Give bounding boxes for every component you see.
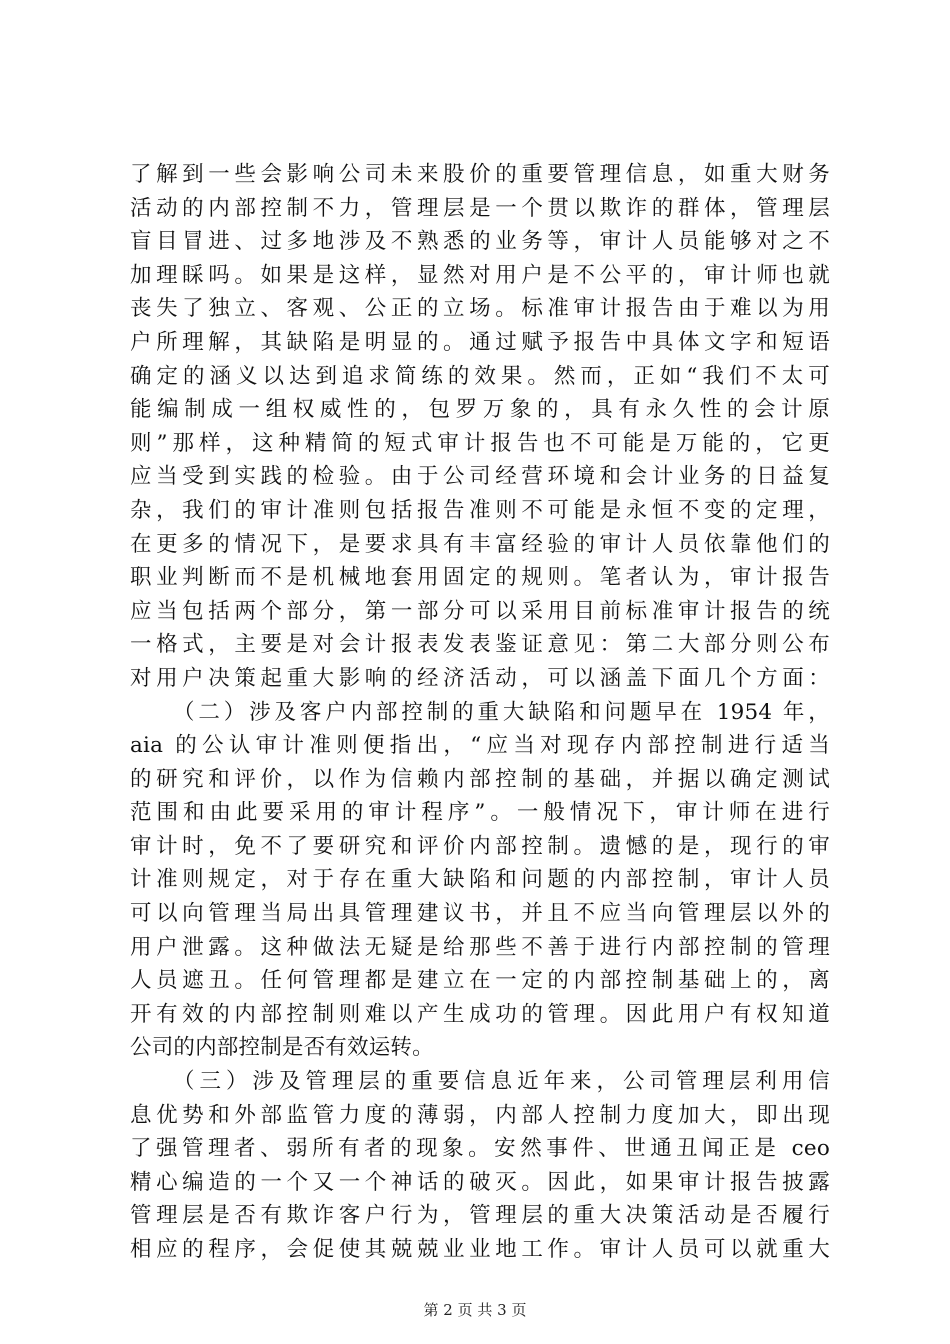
- text-line: 应当受到实践的检验。由于公司经营环境和会计业务的日益复: [130, 464, 830, 490]
- text-line: 相应的程序，会促使其兢兢业业地工作。审计人员可以就重大: [130, 1237, 830, 1262]
- paragraph-heading-line: （二）涉及客户内部控制的重大缺陷和问题早在 1954 年，: [173, 699, 830, 725]
- text-line: 职业判断而不是机械地套用固定的规则。笔者认为，审计报告: [130, 565, 830, 591]
- text-line: 公司的内部控制是否有效运转。: [130, 1035, 434, 1061]
- text-line: 可以向管理当局出具管理建议书，并且不应当向管理层以外的: [130, 901, 830, 927]
- text-line: 能编制成一组权威性的，包罗万象的，具有永久性的会计原: [130, 397, 830, 423]
- text-line: 盲目冒进、过多地涉及不熟悉的业务等，审计人员能够对之不: [130, 229, 830, 255]
- text-line: 在更多的情况下，是要求具有丰富经验的审计人员依靠他们的: [130, 531, 830, 557]
- text-line: 了解到一些会影响公司未来股价的重要管理信息，如重大财务: [130, 162, 830, 187]
- text-line: 范围和由此要采用的审计程序”。一般情况下，审计师在进行: [130, 800, 830, 826]
- paragraph-heading-line: （三）涉及管理层的重要信息近年来，公司管理层利用信: [173, 1069, 830, 1095]
- text-line: 应当包括两个部分，第一部分可以采用目前标准审计报告的统: [130, 598, 830, 624]
- text-line: 开有效的内部控制则难以产生成功的管理。因此用户有权知道: [130, 1001, 830, 1027]
- text-line: 精心编造的一个又一个神话的破灭。因此，如果审计报告披露: [130, 1169, 830, 1195]
- text-line: 了强管理者、弱所有者的现象。安然事件、世通丑闻正是 ceo: [130, 1136, 830, 1162]
- text-line: 的研究和评价，以作为信赖内部控制的基础，并据以确定测试: [130, 766, 830, 792]
- document-body: [130, 158, 830, 1267]
- text-line: 杂，我们的审计准则包括报告准则不可能是永恒不变的定理，: [130, 497, 830, 523]
- text-line: 息优势和外部监管力度的薄弱，内部人控制力度加大，即出现: [130, 1102, 830, 1128]
- text-line: aia 的公认审计准则便指出，“应当对现存内部控制进行适当: [130, 733, 830, 759]
- text-line: 确定的涵义以达到追求简练的效果。然而，正如“我们不太可: [130, 363, 830, 389]
- text-line: 人员遮丑。任何管理都是建立在一定的内部控制基础上的，离: [130, 968, 830, 994]
- text-line: 加理睬吗。如果是这样，显然对用户是不公平的，审计师也就: [130, 262, 830, 288]
- text-line: 活动的内部控制不力，管理层是一个贯以欺诈的群体，管理层: [130, 195, 830, 221]
- text-line: 一格式，主要是对会计报表发表鉴证意见：第二大部分则公布: [130, 632, 830, 658]
- text-line: 审计时，免不了要研究和评价内部控制。遗憾的是，现行的审: [130, 833, 830, 859]
- page-number-footer: 第 2 页 共 3 页: [423, 1301, 527, 1319]
- text-line: 管理层是否有欺诈客户行为，管理层的重大决策活动是否履行: [130, 1203, 830, 1229]
- text-line: 则”那样，这种精简的短式审计报告也不可能是万能的，它更: [130, 430, 830, 456]
- text-line: 户所理解，其缺陷是明显的。通过赋予报告中具体文字和短语: [130, 329, 830, 355]
- text-line: 计准则规定，对于存在重大缺陷和问题的内部控制，审计人员: [130, 867, 830, 893]
- text-line: 对用户决策起重大影响的经济活动，可以涵盖下面几个方面：: [130, 665, 830, 691]
- text-line: 用户泄露。这种做法无疑是给那些不善于进行内部控制的管理: [130, 934, 830, 960]
- text-line: 丧失了独立、客观、公正的立场。标准审计报告由于难以为用: [130, 296, 830, 322]
